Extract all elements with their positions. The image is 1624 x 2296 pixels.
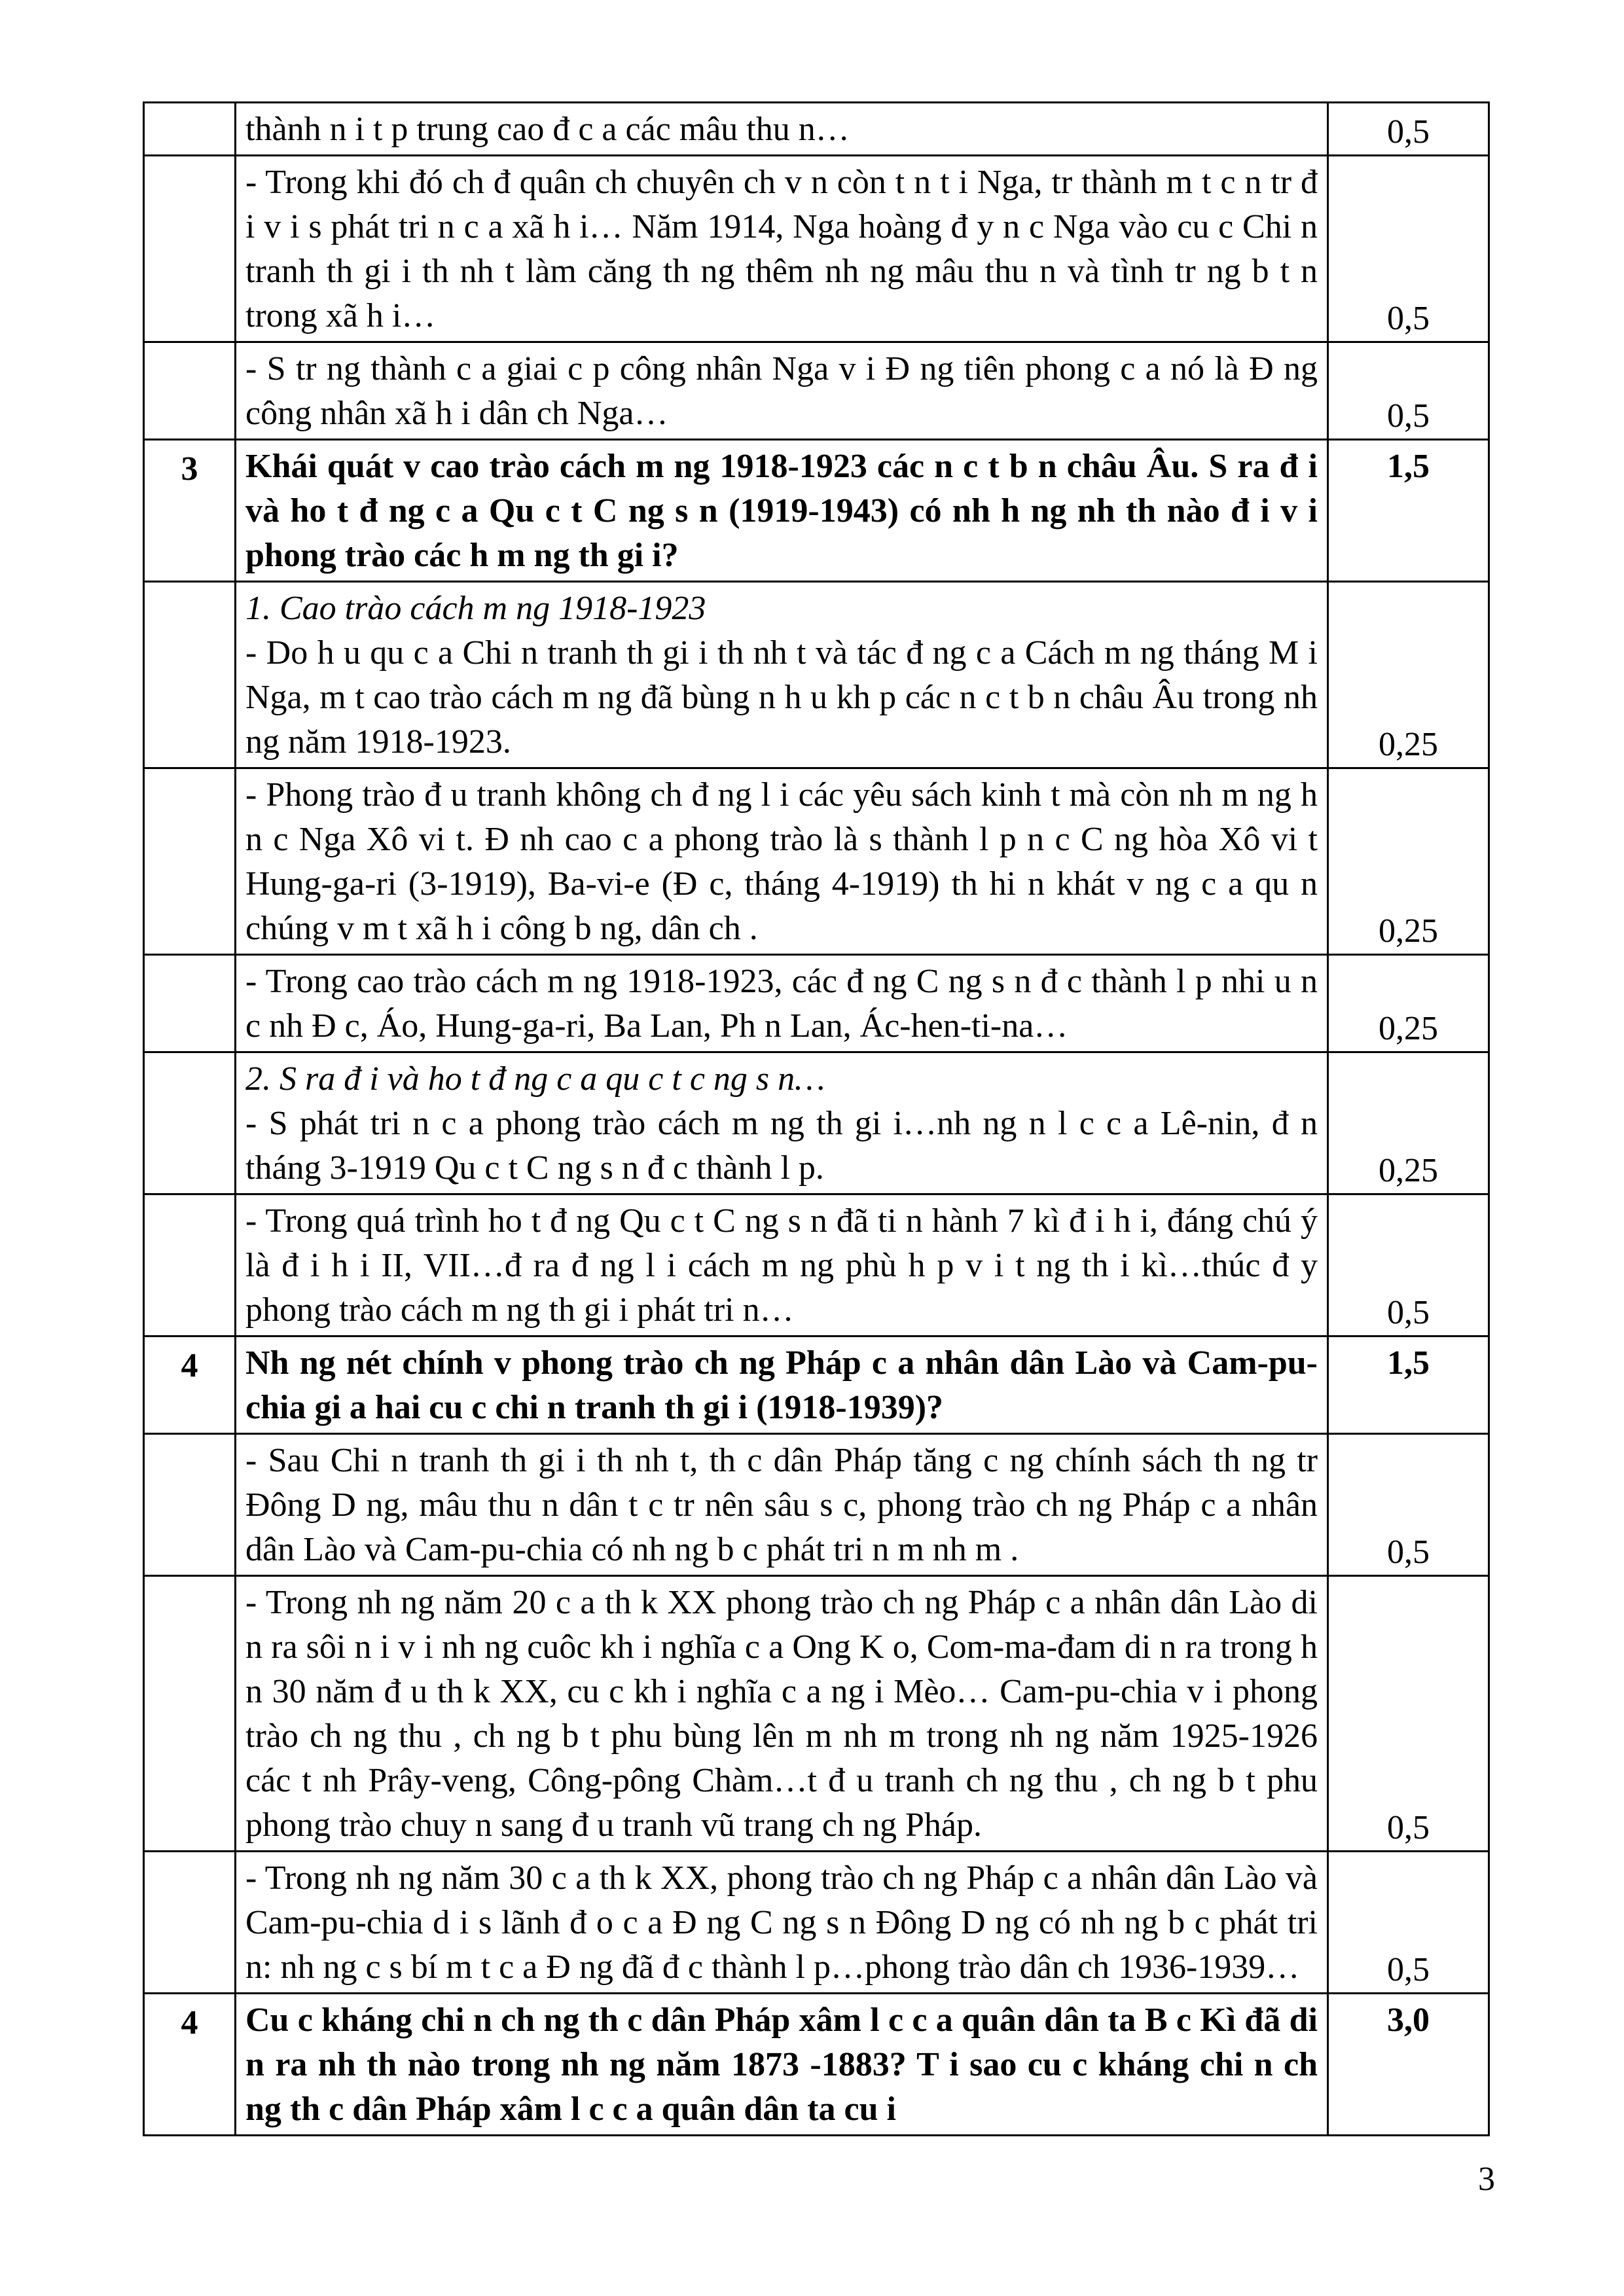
answer-text: - Trong nh ng năm 20 c a th k XX phong trào ch ng Pháp c a nhân dân Lào di n ra sôi n i v i nh ng cuôc kh i nghĩa c a Ong K o, Com-ma-đam di n ra trong h n 30 năm đ u th k XX, cu c kh i nghĩa c a ng i Mèo… Cam-pu-chia v i phong trào ch ng thu , ch ng b t phu bùng lên m nh m trong nh ng năm 1925-1926 các t nh Prây-veng, Công-pông Chàm…t đ u tranh ch ng thu , ch ng b t phu phong trào chuy n sang đ u tranh vũ trang ch ng Pháp. [245,1584,1318,1844]
question-text: Khái quát v cao trào cách m ng 1918-1923 các n c t b n châu Âu. S ra đ i và ho t đ ng c a Qu c t C ng s n (1919-1943) có nh h ng nh th nào đ i v i phong trào các h m ng th gi i? [236,440,1328,582]
answer-text: - Do h u qu c a Chi n tranh th gi i th nh t và tác đ ng c a Cách m ng tháng M i Nga, m t cao trào cách m ng đã bùng n h u kh p các n c t b n châu Âu trong nh ng năm 1918-1923. [245,634,1318,761]
table-row [144,768,1489,955]
question-number-cell [144,1194,236,1336]
points-cell: 0,25 [1328,1052,1489,1194]
answer-text: - S phát tri n c a phong trào cách m ng th gi i…nh ng n l c c a Lê-nin, đ n tháng 3-1919 Qu c t C ng s n đ c thành l p. [245,1105,1318,1187]
table-row [144,103,1489,156]
answer-text: - S tr ng thành c a giai c p công nhân Nga v i Đ ng tiên phong c a nó là Đ ng công nhân xã h i dân ch Nga… [245,350,1318,432]
points-cell: 0,5 [1328,1852,1489,1994]
answer-text: - Trong khi đó ch đ quân ch chuyên ch v n còn t n t i Nga, tr thành m t c n tr đ i v i s phát tri n c a xã h i… Năm 1914, Nga hoàng đ y n c Nga vào cu c Chi n tranh th gi i th nh t làm căng th ng thêm nh ng mâu thu n và tình tr ng b t n trong xã h i… [245,164,1318,334]
question-points: 1,5 [1328,440,1489,582]
question-text: Nh ng nét chính v phong trào ch ng Pháp c a nhân dân Lào và Cam-pu-chia gi a hai cu c chi n tranh th gi i (1918-1939)? [236,1336,1328,1434]
question-number-cell [144,955,236,1052]
answer-cell [236,1852,1328,1994]
answer-cell [236,1194,1328,1336]
question-row [144,1336,1489,1434]
question-row [144,1994,1489,2136]
answer-text: - Phong trào đ u tranh không ch đ ng l i các yêu sách kinh t mà còn nh m ng h n c Nga Xô vi t. Đ nh cao c a phong trào là s thành l p n c C ng hòa Xô vi t Hung-ga-ri (3-1919), Ba-vi-e (Đ c, tháng 4-1919) th hi n khát v ng c a qu n chúng v m t xã h i công b ng, dân ch . [245,776,1318,947]
answer-text: - Sau Chi n tranh th gi i th nh t, th c dân Pháp tăng c ng chính sách th ng tr Đông D ng, mâu thu n dân t c tr nên sâu s c, phong trào ch ng Pháp c a nhân dân Lào và Cam-pu-chia có nh ng b c phát tri n m nh m . [245,1442,1318,1568]
points-cell: 0,25 [1328,768,1489,955]
answer-cell [236,1434,1328,1576]
table-row [144,1194,1489,1336]
answer-cell [236,768,1328,955]
table-row [144,582,1489,768]
question-points: 1,5 [1328,1336,1489,1434]
answer-text: thành n i t p trung cao đ c a các mâu thu n… [245,111,850,148]
points-cell: 0,5 [1328,1576,1489,1852]
answer-cell [236,156,1328,342]
answer-cell [236,582,1328,768]
table-row [144,1576,1489,1852]
question-number-cell [144,768,236,955]
points-cell: 0,5 [1328,1434,1489,1576]
table-row [144,1852,1489,1994]
table-body [144,103,1489,2136]
points-cell: 0,5 [1328,342,1489,440]
question-text: Cu c kháng chi n ch ng th c dân Pháp xâm l c c a quân dân ta B c Kì đã di n ra nh th nào trong nh ng năm 1873 -1883? T i sao cu c kháng chi n ch ng th c dân Pháp xâm l c c a quân dân ta cu i [236,1994,1328,2136]
question-number-cell [144,1576,236,1852]
answer-cell [236,955,1328,1052]
question-points: 3,0 [1328,1994,1489,2136]
answer-key-table-container [143,101,1490,2136]
answer-key-table [143,101,1490,2136]
question-number-cell [144,103,236,156]
question-number-cell [144,1052,236,1194]
table-row [144,1434,1489,1576]
table-row [144,955,1489,1052]
question-number-cell [144,1434,236,1576]
answer-text: - Trong cao trào cách m ng 1918-1923, các đ ng C ng s n đ c thành l p nhi u n c nh Đ c, Áo, Hung-ga-ri, Ba Lan, Ph n Lan, Ác-hen-ti-na… [245,963,1318,1045]
points-cell: 0,5 [1328,103,1489,156]
question-number-cell [144,342,236,440]
table-row [144,342,1489,440]
question-number: 4 [144,1994,236,2136]
points-cell: 0,25 [1328,955,1489,1052]
answer-text: - Trong quá trình ho t đ ng Qu c t C ng s n đã ti n hành 7 kì đ i h i, đáng chú ý là đ i h i II, VII…đ ra đ ng l i cách m ng phù h p v i t ng th i kì…thúc đ y phong trào cách m ng th gi i phát tri n… [245,1202,1318,1329]
points-cell: 0,5 [1328,156,1489,342]
question-number-cell [144,1852,236,1994]
answer-text: - Trong nh ng năm 30 c a th k XX, phong trào ch ng Pháp c a nhân dân Lào và Cam-pu-chia d i s lãnh đ o c a Đ ng C ng s n Đông D ng có nh ng b c phát tri n: nh ng c s bí m t c a Đ ng đã đ c thành l p…phong trào dân ch 1936-1939… [245,1859,1318,1986]
answer-cell [236,342,1328,440]
question-number: 3 [144,440,236,582]
question-number: 4 [144,1336,236,1434]
answer-cell [236,1052,1328,1194]
answer-cell [236,103,1328,156]
points-cell: 0,5 [1328,1194,1489,1336]
question-row [144,440,1489,582]
table-row [144,1052,1489,1194]
points-cell: 0,25 [1328,582,1489,768]
answer-cell [236,1576,1328,1852]
table-row [144,156,1489,342]
section-heading: 1. Cao trào cách m ng 1918-1923 [245,590,706,627]
question-number-cell [144,582,236,768]
page-number: 3 [1478,2161,1495,2198]
question-number-cell [144,156,236,342]
section-heading: 2. S ra đ i và ho t đ ng c a qu c t c ng s n… [245,1060,825,1098]
